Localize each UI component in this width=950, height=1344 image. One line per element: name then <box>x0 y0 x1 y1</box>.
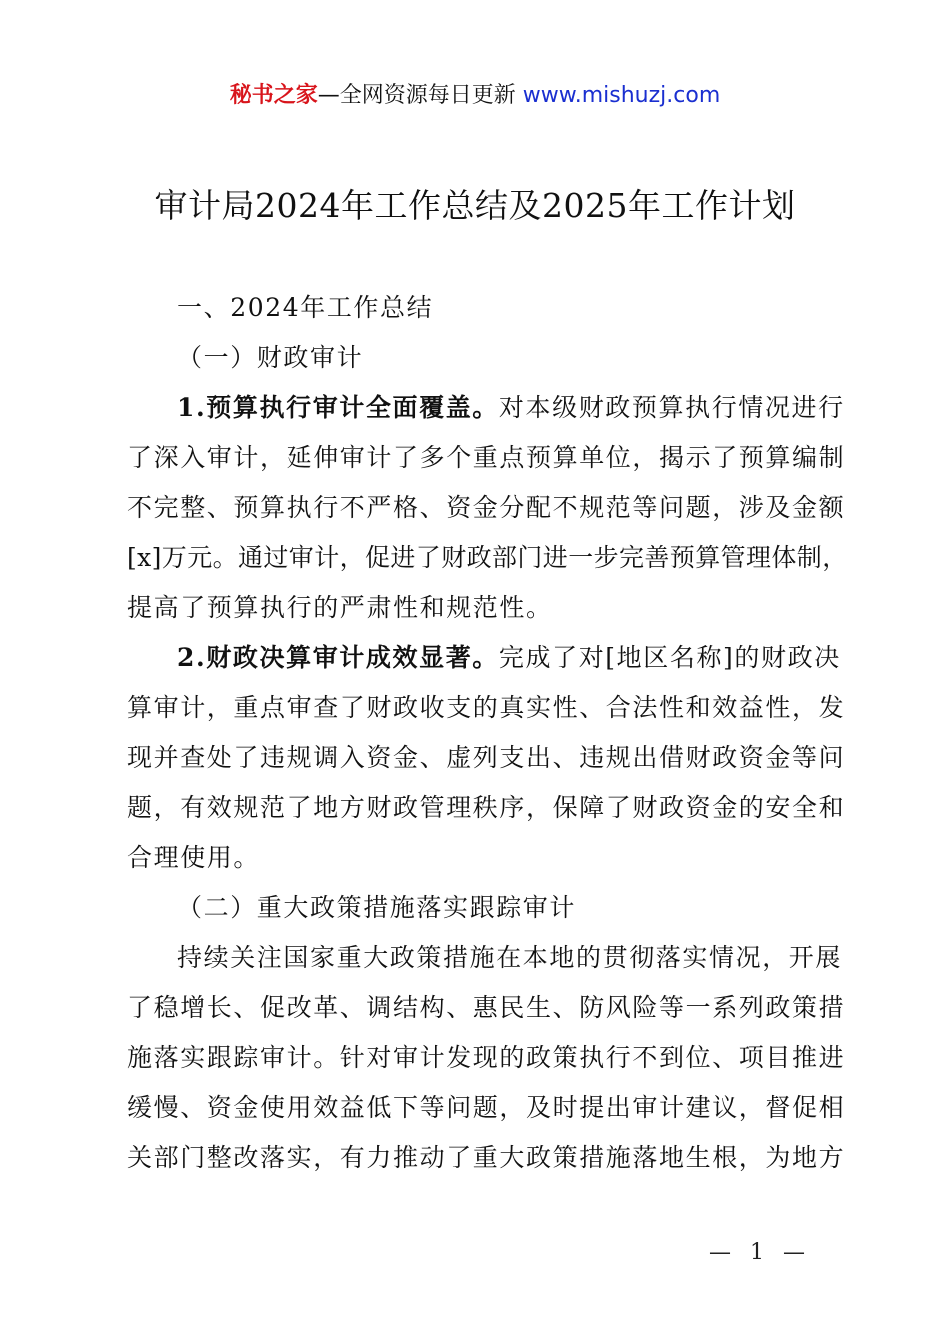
document-body <box>127 283 848 1183</box>
banner-slogan: —全网资源每日更新 <box>317 83 516 108</box>
paragraph-line: 缓慢、资金使用效益低下等问题，及时提出审计建议，督促相 <box>127 1093 846 1122</box>
paragraph-line: 关部门整改落实，有力推动了重大政策措施落地生根，为地方 <box>127 1143 846 1172</box>
heading-policy-tracking-audit: （二）重大政策措施落实跟踪审计 <box>177 893 577 922</box>
paragraph-line: [x]万元。通过审计，促进了财政部门进一步完善预算管理体制， <box>127 543 848 572</box>
paragraph-line: 了深入审计，延伸审计了多个重点预算单位，揭示了预算编制 <box>127 443 846 472</box>
paragraph-line: 题，有效规范了地方财政管理秩序，保障了财政资金的安全和 <box>127 793 846 822</box>
banner-brand: 秘书之家 <box>229 83 318 108</box>
paragraph-line: 不完整、预算执行不严格、资金分配不规范等问题，涉及金额 <box>127 493 846 522</box>
paragraph-line: 算审计，重点审查了财政收支的真实性、合法性和效益性，发 <box>127 693 846 722</box>
paragraph-line: 合理使用。 <box>127 843 261 872</box>
paragraph-text: 对本级财政预算执行情况进行 <box>498 393 845 422</box>
heading-fiscal-audit: （一）财政审计 <box>177 343 364 372</box>
banner-url-link[interactable]: www.mishuzj.com <box>522 83 721 108</box>
heading-work-summary: 一、2024年工作总结 <box>177 293 434 322</box>
paragraph-budget-execution-first-line <box>127 383 845 433</box>
document-title: 审计局2024年工作总结及2025年工作计划 <box>154 186 796 225</box>
paragraph-line: 持续关注国家重大政策措施在本地的贯彻落实情况，开展 <box>177 943 843 972</box>
paragraph-lead-budget-execution: 1.预算执行审计全面覆盖。 <box>177 393 499 422</box>
paragraph-text: 完成了对[地区名称]的财政决 <box>498 643 841 672</box>
paragraph-line: 现并查处了违规调入资金、虚列支出、违规出借财政资金等问 <box>127 743 846 772</box>
paragraph-line: 了稳增长、促改革、调结构、惠民生、防风险等一系列政策措 <box>127 993 846 1022</box>
page-number: — 1 — <box>709 1240 811 1265</box>
paragraph-final-accounts-first-line <box>127 633 841 683</box>
site-banner <box>0 80 950 112</box>
paragraph-line: 提高了预算执行的严肃性和规范性。 <box>127 593 553 622</box>
paragraph-lead-final-accounts: 2.财政决算审计成效显著。 <box>177 643 499 672</box>
paragraph-line: 施落实跟踪审计。针对审计发现的政策执行不到位、项目推进 <box>127 1043 846 1072</box>
